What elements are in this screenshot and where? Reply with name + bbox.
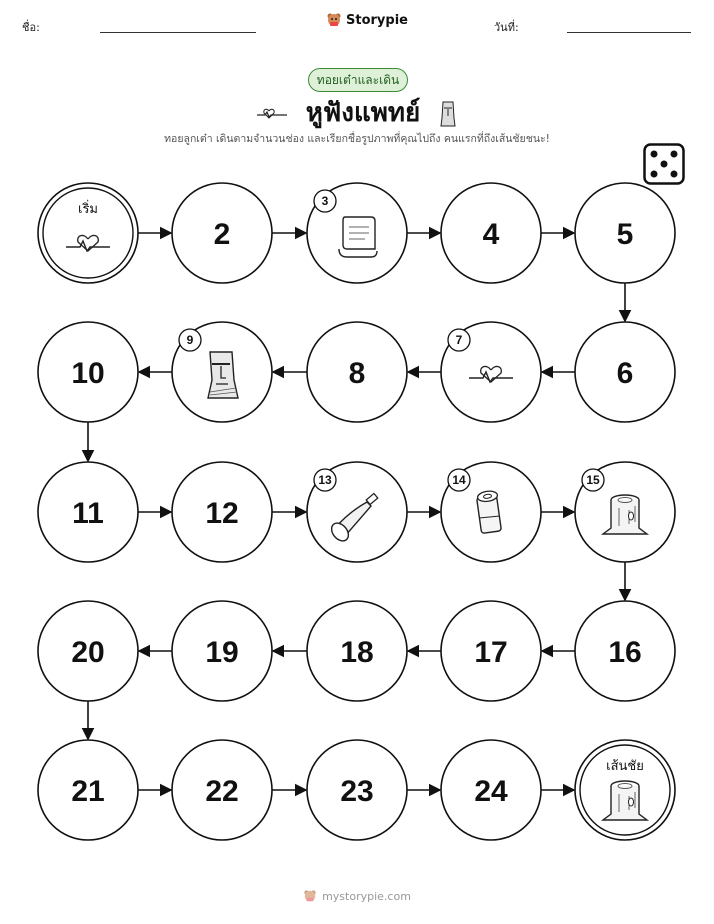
board-space-22 — [172, 740, 272, 840]
board-space-6 — [575, 322, 675, 422]
space-number: 21 — [71, 775, 105, 808]
space-number: 20 — [71, 636, 105, 669]
paper-roll-icon — [477, 490, 502, 534]
board-space-13 — [307, 462, 407, 562]
board-space-15 — [575, 462, 675, 562]
board-space-14 — [441, 462, 541, 562]
board-space-21 — [38, 740, 138, 840]
space-number: 16 — [608, 636, 642, 669]
space-number: 9 — [186, 333, 194, 347]
board-space-3 — [307, 183, 407, 283]
board-space-8 — [307, 322, 407, 422]
brand-name: Storypie — [346, 12, 408, 28]
board-space-20 — [38, 601, 138, 701]
board-space-17 — [441, 601, 541, 701]
finish-label: เส้นชัย — [606, 759, 644, 774]
space-number: 13 — [318, 473, 332, 487]
board-space-23 — [307, 740, 407, 840]
space-number: 14 — [452, 473, 466, 487]
board-space-10 — [38, 322, 138, 422]
space-number: 6 — [616, 357, 634, 390]
board-space-24 — [441, 740, 541, 840]
space-number: 19 — [205, 636, 239, 669]
board-space-7 — [441, 322, 541, 422]
space-number: 3 — [321, 194, 329, 208]
board-space-1 — [38, 183, 138, 283]
title-text: หูฟังแพทย์ — [305, 98, 421, 128]
board-space-2 — [172, 183, 272, 283]
date-label: วันที่: — [494, 21, 519, 34]
space-number: 24 — [474, 775, 508, 808]
space-number: 8 — [348, 357, 366, 390]
footer — [0, 889, 714, 903]
space-number: 15 — [586, 473, 600, 487]
footer-url[interactable]: mystorypie.com — [322, 889, 411, 903]
space-number: 10 — [71, 357, 105, 390]
board-space-11 — [38, 462, 138, 562]
board-space-12 — [172, 462, 272, 562]
space-number: 22 — [205, 775, 239, 808]
space-number: 4 — [482, 218, 500, 251]
start-label: เริ่ม — [78, 202, 98, 217]
space-number: 2 — [213, 218, 231, 251]
board-space-25 — [575, 740, 675, 840]
instructions: ทอยลูกเต๋า เดินตามจำนวนช่อง และเรียกชื่อรูปภาพที่คุณไปถึง คนแรกที่ถึงเส้นชัยชนะ! — [164, 133, 550, 145]
board-space-16 — [575, 601, 675, 701]
board-space-18 — [307, 601, 407, 701]
game-type-badge: ทอยเต๋าและเดิน — [308, 68, 408, 92]
space-number: 11 — [72, 497, 104, 530]
dice-five-icon — [643, 143, 685, 185]
board-space-19 — [172, 601, 272, 701]
board-space-4 — [441, 183, 541, 283]
space-number: 7 — [455, 333, 463, 347]
space-circle — [38, 183, 138, 283]
space-number: 12 — [205, 497, 239, 530]
board-space-5 — [575, 183, 675, 283]
name-label: ชื่อ: — [22, 21, 40, 34]
board-space-9 — [172, 322, 272, 422]
bear-mascot-icon — [303, 889, 317, 903]
space-number: 17 — [474, 636, 508, 669]
space-number: 18 — [340, 636, 374, 669]
space-number: 23 — [340, 775, 374, 808]
space-number: 5 — [616, 218, 634, 251]
